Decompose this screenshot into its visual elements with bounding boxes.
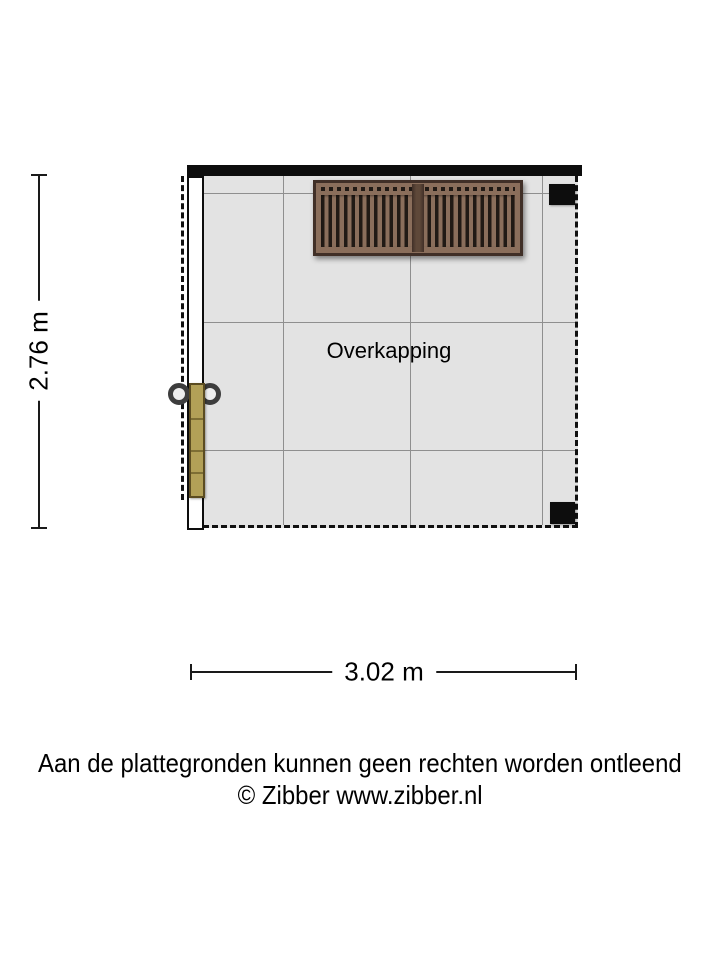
dimension-tick bbox=[190, 664, 192, 680]
grid-line-h bbox=[203, 450, 575, 451]
copyright-text bbox=[0, 780, 720, 810]
top-wall bbox=[187, 165, 582, 176]
disclaimer-text bbox=[0, 748, 720, 778]
gate-leaf bbox=[189, 383, 205, 498]
room-label: Overkapping bbox=[326, 338, 452, 363]
bench-center-rail bbox=[412, 184, 424, 252]
wooden-slatted-bench bbox=[313, 180, 523, 256]
grid-line-h bbox=[203, 322, 575, 323]
gate-plank-joint bbox=[191, 418, 203, 420]
left-dashed-boundary bbox=[181, 176, 184, 500]
gate-plank-joint bbox=[191, 450, 203, 452]
width-dimension-label: 3.02 m bbox=[332, 657, 436, 688]
support-post-top-right bbox=[549, 184, 575, 205]
hinge-curl-left-icon bbox=[168, 383, 190, 405]
dimension-tick bbox=[575, 664, 577, 680]
copyright-text-inner: © Zibber www.zibber.nl bbox=[237, 780, 483, 810]
support-post-bottom-right bbox=[550, 502, 575, 524]
height-dimension-label: 2.76 m bbox=[22, 301, 57, 401]
floor-area bbox=[203, 176, 578, 528]
gate-plank-joint bbox=[191, 472, 203, 474]
dimension-tick bbox=[31, 174, 47, 176]
disclaimer-text-inner: Aan de plattegronden kunnen geen rechten worden ontleend bbox=[38, 748, 682, 778]
dimension-tick bbox=[31, 527, 47, 529]
